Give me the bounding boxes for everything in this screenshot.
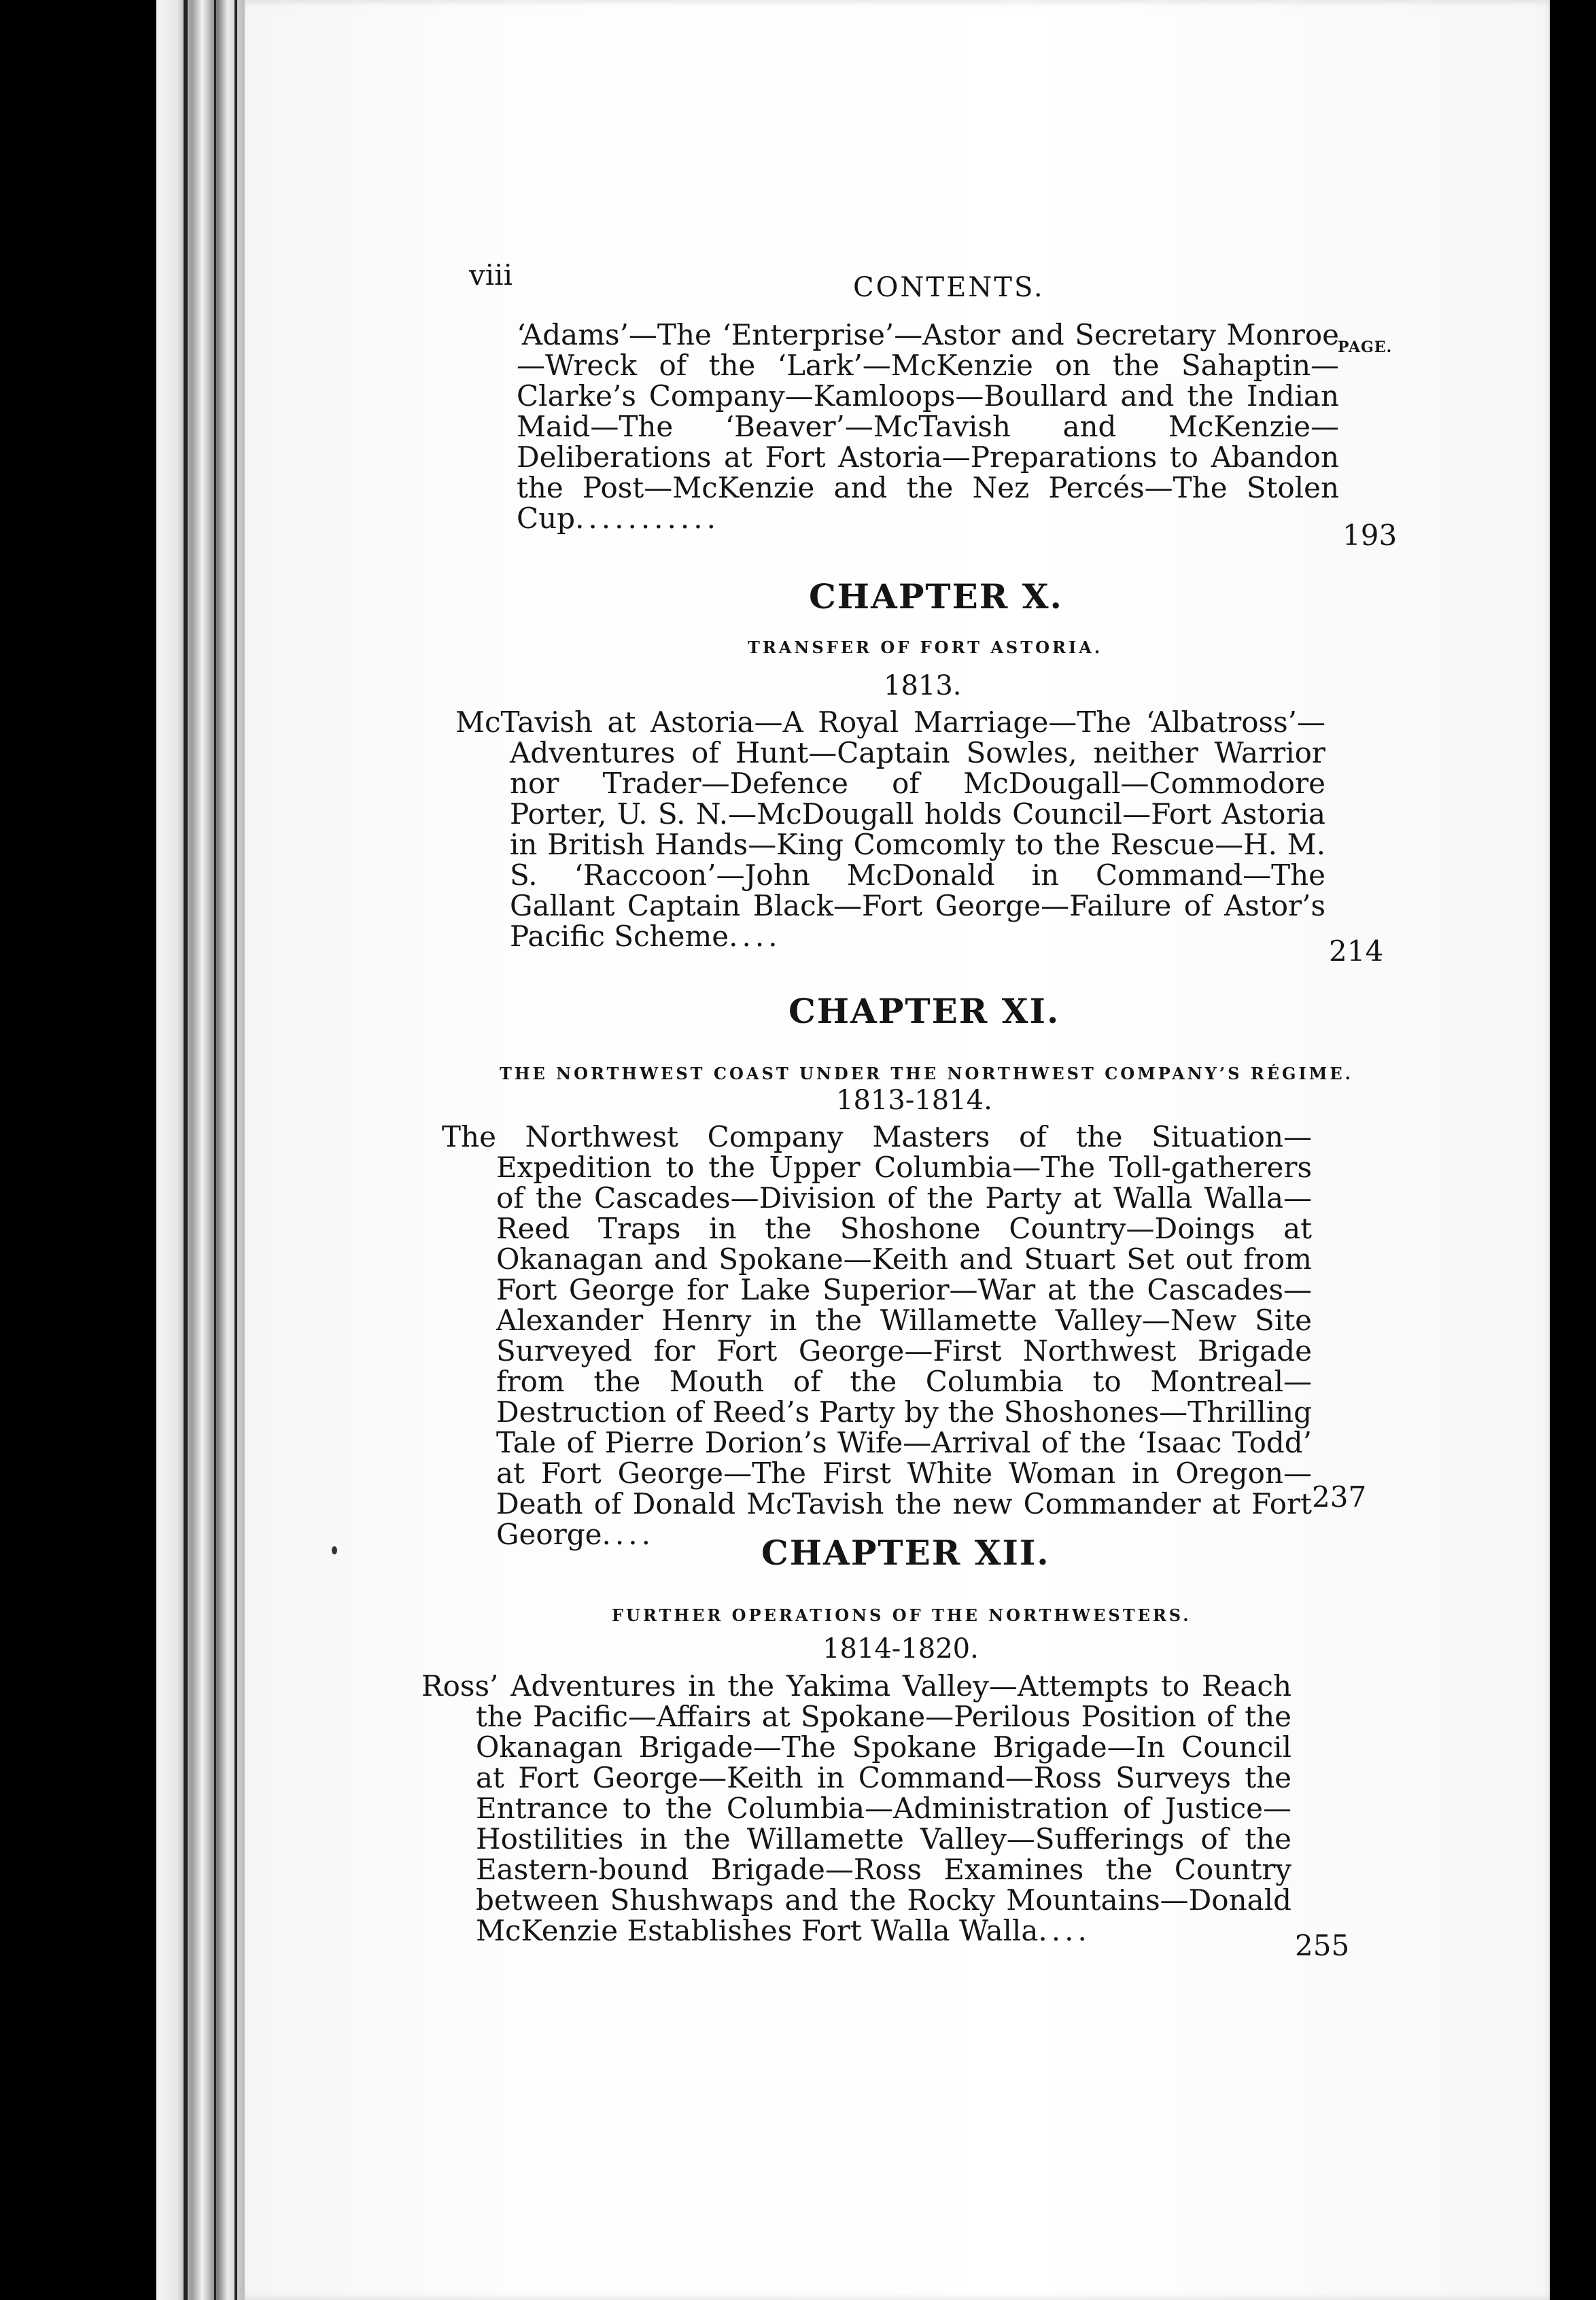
chapter-subtitle: FURTHER OPERATIONS OF THE NORTHWESTERS. <box>612 1605 1192 1625</box>
chapter-summary <box>421 1671 1291 1946</box>
chapter-heading: CHAPTER X. <box>809 576 1063 616</box>
dot-leader: ........... <box>575 502 720 535</box>
summary-text: The Northwest Company Masters of the Situation—Expedition to the Upper Columbia—The Toll-gatherers of the Cascades—Division of the Party at Walla Walla—Reed Traps in the Shoshone Country—Doings at Okanagan and Spokane—Keith and Stuart Set out from Fort George for Lake Superior—War at the Cascades—Alexander Henry in the Willamette Valley—New Site Surveyed for Fort George—First Northwest Brigade from the Mouth of the Columbia to Montreal—Destruction of Reed’s Party by the Shoshones—Thrilling Tale of Pierre Dorion’s Wife—Arrival of the ‘Isaac Todd’ at Fort George—The First White Woman in Oregon—Death of Donald McTavish the new Commander at Fort George <box>442 1120 1312 1551</box>
dot-leader: .... <box>602 1518 655 1551</box>
summary-text: McTavish at Astoria—A Royal Marriage—The ‘Albatross’—Adventures of Hunt—Captain Sowles, neither Warrior nor Trader—Defence of McDougall—Commodore Porter, U. S. N.—McDougall holds Council—Fort Astoria in British Hands—King Comcomly to the Rescue—H. M. S. ‘Raccoon’—John McDonald in Command—The Gallant Captain Black—Fort George—Failure of Astor’s Pacific Scheme <box>455 705 1325 953</box>
page-column-label: PAGE. <box>1338 338 1393 356</box>
chapter-subtitle: THE NORTHWEST COAST UNDER THE NORTHWEST COMPANY’S RÉGIME. <box>500 1064 1353 1083</box>
scan-speck <box>332 1546 337 1554</box>
dot-leader: .... <box>1038 1914 1091 1947</box>
chapter-heading: CHAPTER XI. <box>788 991 1060 1031</box>
chapter-summary <box>442 1121 1312 1550</box>
chapter-years: 1814-1820. <box>822 1633 979 1665</box>
chapter-years: 1813-1814. <box>836 1085 992 1116</box>
chapter-subtitle: TRANSFER OF FORT ASTORIA. <box>748 638 1103 657</box>
chapter-page-number: 237 <box>1312 1480 1367 1514</box>
dot-leader: .... <box>729 920 782 953</box>
running-head: CONTENTS. <box>853 272 1045 303</box>
entry-page-number: 193 <box>1342 519 1398 552</box>
chapter-page-number: 255 <box>1295 1929 1350 1962</box>
contents-entry <box>517 319 1339 534</box>
chapter-years: 1813. <box>884 670 962 701</box>
summary-text: Ross’ Adventures in the Yakima Valley—Attempts to Reach the Pacific—Affairs at Spokane—Perilous Position of the Okanagan Brigade—The Spokane Brigade—In Council at Fort George—Keith in Command—Ross Surveys the Entrance to the Columbia—Administration of Justice—Hostilities in the Willamette Valley—Sufferings of the Eastern-bound Brigade—Ross Examines the Country between Shushwaps and the Rocky Mountains—Donald McKenzie Establishes Fort Walla Walla <box>421 1669 1291 1947</box>
chapter-heading: CHAPTER XII. <box>761 1533 1050 1573</box>
chapter-page-number: 214 <box>1329 935 1384 968</box>
page-number: viii <box>469 258 513 292</box>
entry-text: ‘Adams’—The ‘Enterprise’—Astor and Secretary Monroe—Wreck of the ‘Lark’—McKenzie on the Sahaptin—Clarke’s Company—Kamloops—Boullard and the Indian Maid—The ‘Beaver’—McTavish and McKenzie—Deliberations at Fort Astoria—Preparations to Abandon the Post—McKenzie and the Nez Percés—The Stolen Cup <box>517 318 1339 535</box>
chapter-summary <box>455 707 1325 952</box>
